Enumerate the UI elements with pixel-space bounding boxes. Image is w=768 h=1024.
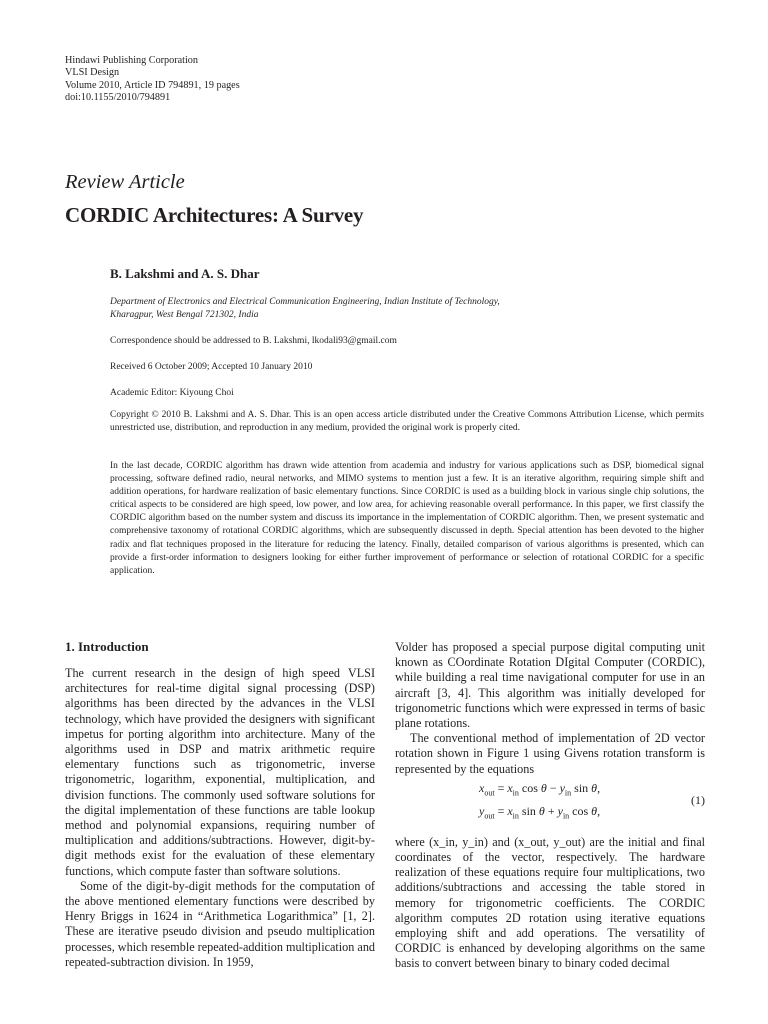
copyright-notice: Copyright © 2010 B. Lakshmi and A. S. Dhar. This is an open access article distributed under the Creative Commons Attribution License, which permits unrestricted use, distribution, and reproduction in any medium, provided the original work is properly cited. xyxy=(110,410,704,433)
section-heading: 1. Introduction xyxy=(65,639,149,654)
affiliation-line: Kharagpur, West Bengal 721302, India xyxy=(110,310,259,320)
correspondence-email-link[interactable]: lkodali93@gmail.com xyxy=(311,336,397,346)
abstract: In the last decade, CORDIC algorithm has drawn wide attention from academia and industry for various applications such as DSP, biomedical signal processing, software defined radio, neural networks, and MIMO systems to mention just a few. It is an iterative algorithm, requiring simple shift and addition operations, for hardware realization of basic elementary functions. Since CORDIC is used as a building block in various single chip solutions, the critical aspects to be considered are high speed, low power, and low area, for achieving reasonable overall performance. In this paper, we first classify the CORDIC algorithm based on the number system and discuss its importance in the implementation of CORDIC algorithm. Then, we present systematic and comprehensive taxonomy of rotational CORDIC algorithms, which are subsequently discussed in depth. Special attention has been devoted to the higher radix and flat techniques proposed in the literature for reducing the latency. Finally, detailed comparison of various algorithms is presented, which can provide a first-order information to designers looking for either further improvement of performance or selection of rotational CORDIC for a specific application. xyxy=(110,461,704,576)
figure-link[interactable]: Figure 1 xyxy=(487,746,530,761)
authors: B. Lakshmi and A. S. Dhar xyxy=(110,266,260,281)
correspondence xyxy=(110,335,704,348)
affiliation xyxy=(110,296,704,322)
left-column xyxy=(65,640,375,970)
article-type: Review Article xyxy=(65,171,185,193)
journal-name: VLSI Design xyxy=(65,67,120,79)
received-dates: Received 6 October 2009; Accepted 10 January 2010 xyxy=(110,362,313,372)
academic-editor: Academic Editor: Kiyoung Choi xyxy=(110,388,234,398)
paper-title: CORDIC Architectures: A Survey xyxy=(65,203,364,227)
volume-info: Volume 2010, Article ID 794891, 19 pages xyxy=(65,79,240,91)
journal-header xyxy=(65,55,240,105)
body-paragraph: Some of the digit-by-digit methods for the computation of the above mentioned elementary functions were described by Henry Briggs in 1624 in “Arithmetica Logarithmica” [1, 2]. These are iterative pseudo division and pseudo multiplication processes, which resemble repeated-addition multiplication and repeated-subtraction division. In 1959, xyxy=(65,878,376,969)
equation-number: (1) xyxy=(691,792,705,807)
body-paragraph: Volder has proposed a special purpose digital computing unit known as COordinate Rotation DIgital Computer (CORDIC), while building a real time navigational computer for use in an aircraft [3, 4]. This algorithm was initially developed for trigonometric functions which were expressed in terms of basic plane rotations. xyxy=(395,640,705,731)
equation-1 xyxy=(395,781,705,829)
right-column xyxy=(395,640,705,972)
doi: doi:10.1155/2010/794891 xyxy=(65,92,171,104)
correspondence-text: Correspondence should be addressed to B. Lakshmi, xyxy=(110,336,312,346)
affiliation-line: Department of Electronics and Electrical Communication Engineering, Indian Institute of Technology, xyxy=(110,297,500,307)
publisher-name: Hindawi Publishing Corporation xyxy=(65,55,198,66)
body-paragraph: where (x_in, y_in) and (x_out, y_out) are the initial and final coordinates of the vector, respectively. The hardware realization of these equations require four multiplications, two additions/subtractions and accessing the table stored in memory for trigonometric coefficients. The CORDIC algorithm computes 2D rotation using iterative equations employing shift and add operations. The versatility of CORDIC is enhanced by developing algorithms on the same basis to convert between binary to binary coded decimal xyxy=(395,834,705,971)
equation-line-xout: $x_{out} = x_{in}$ $\cos \theta - y_{in}$ sin θ, xyxy=(479,780,601,798)
equation-line-yout: $y_{out} = x_{in}$ $\sin \theta + y_{in}$ cos θ, xyxy=(479,803,601,821)
body-paragraph: The conventional method of implementation of 2D vector rotation shown in Figure 1 using Givens rotation transform is represented by the equations xyxy=(395,731,705,776)
body-paragraph: The current research in the design of high speed VLSI architectures for real-time digital signal processing (DSP) algorithms has been directed by the advances in the VLSI technology, which have provided the designers with significant impetus for porting algorithm into architecture. Many of the algorithms used in DSP and matrix arithmetic require elementary functions such as trigonometric, inverse trigonometric, logarithm, exponential, multiplication, and division functions. The commonly used software solutions for the digital implementation of these functions are table lookup method and polynomial expansions, requiring number of multiplication and additions/subtractions. However, digit-by-digit methods exist for the evaluation of these elementary functions, which compute faster than software solutions. xyxy=(65,666,375,878)
